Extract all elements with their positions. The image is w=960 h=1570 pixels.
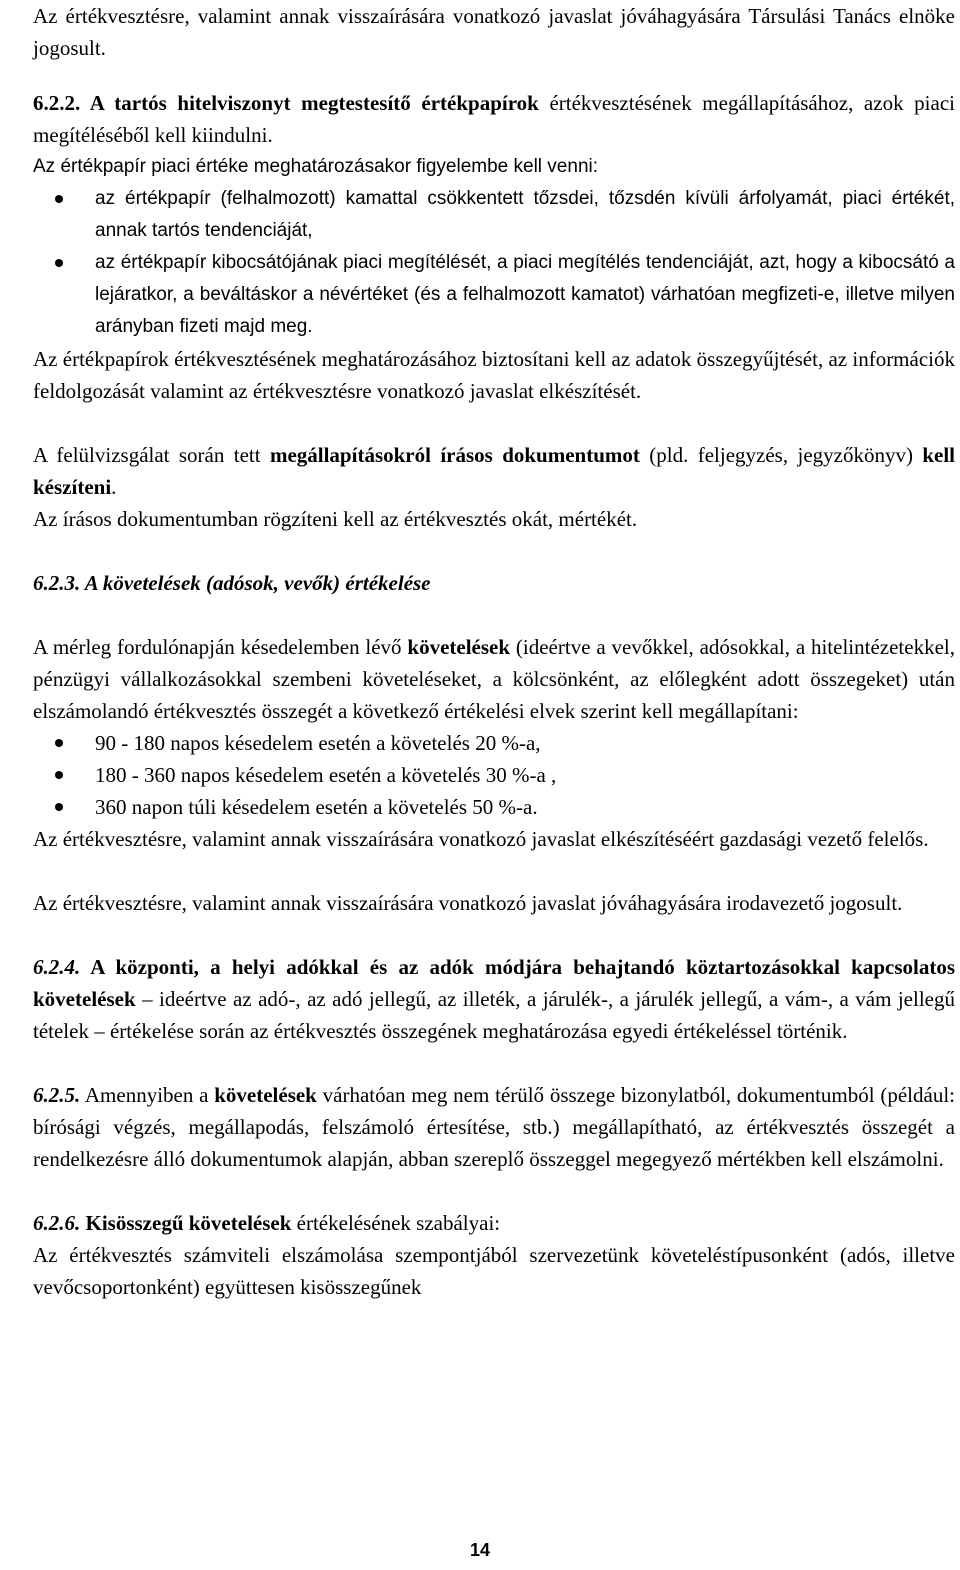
paragraph-approval-office: Az értékvesztésre, valamint annak visszaírására vonatkozó javaslat jóváhagyására irodavezető jogosult. xyxy=(33,891,903,915)
document-page xyxy=(33,0,955,1303)
list-item: az értékpapír (felhalmozott) kamattal csökkentett tőzsdei, tőzsdén kívüli árfolyamát, piaci értékét, annak tartós tendenciáját, xyxy=(33,183,955,247)
list-item: 90 - 180 napos késedelem esetén a követelés 20 %-a, xyxy=(33,727,955,759)
bullet-icon xyxy=(55,803,63,811)
section-number: 6.2.2. xyxy=(33,91,81,115)
bullet-list-securities xyxy=(33,183,955,343)
section-number: 6.2.6. xyxy=(33,1211,81,1235)
section-text: értékvesztésének megállapításához, azok piaci megítéléséből kell kiindulni. xyxy=(33,91,955,147)
section-6-2-6: 6.2.6. Kisösszegű követelések értékelésének szabályai: xyxy=(33,1211,501,1235)
paragraph-review: A felülvizsgálat során tett megállapításokról írásos dokumentumot (pld. feljegyzés, jegyzőkönyv) kell készíteni. xyxy=(33,443,955,499)
list-item: 360 napon túli késedelem esetén a követelés 50 %-a. xyxy=(33,791,955,823)
bullet-icon xyxy=(55,771,63,779)
section-6-2-4: 6.2.4. A központi, a helyi adókkal és az adók módjára behajtandó köztartozásokkal kapcsolatos követelések – ideértve az adó-, az adó jellegű, az illeték, a járulék-, a járulék jellegű, a vám-, a vám jellegű tételek – értékelése során az értékvesztés összegének meghatározása egyedi értékeléssel történik. xyxy=(33,955,955,1043)
paragraph-written-document: Az írásos dokumentumban rögzíteni kell az értékvesztés okát, mértékét. xyxy=(33,507,638,531)
section-number: 6.2.5. xyxy=(33,1083,81,1107)
page-number: 14 xyxy=(469,1540,491,1560)
paragraph-consider: Az értékpapír piaci értéke meghatározásakor figyelembe kell venni: xyxy=(33,156,599,177)
bullet-list-delay xyxy=(33,727,955,823)
section-number: 6.2.4. xyxy=(33,955,81,979)
paragraph-approval-council: Az értékvesztésre, valamint annak visszaírására vonatkozó javaslat jóváhagyására Társulási Tanács elnöke jogosult. xyxy=(33,4,955,60)
paragraph-receivables: A mérleg fordulónapján késedelemben lévő követelések (ideértve a vevőkkel, adósokkal, a hitelintézetekkel, pénzügyi vállalkozásokkal szembeni követeléseket, a kölcsönként, az előlegként adott összegeket) után elszámolandó értékvesztés összegét a következő értékelési elvek szerint kell megállapítani: xyxy=(33,635,955,723)
list-item: 180 - 360 napos késedelem esetén a követelés 30 %-a , xyxy=(33,759,955,791)
paragraph-securities-data: Az értékpapírok értékvesztésének meghatározásához biztosítani kell az adatok összegyűjtését, az információk feldolgozását valamint az értékvesztésre vonatkozó javaslat elkészítését. xyxy=(33,347,955,403)
section-bold-title: A tartós hitelviszonyt megtestesítő értékpapírok xyxy=(80,91,539,115)
bullet-icon xyxy=(55,195,63,203)
paragraph-responsible: Az értékvesztésre, valamint annak visszaírására vonatkozó javaslat elkészítéséért gazdasági vezető felelős. xyxy=(33,827,929,851)
paragraph-small-receivables: Az értékvesztés számviteli elszámolása szempontjából szervezetünk követeléstípusonként (adós, illetve vevőcsoportonként) együttesen kisösszegűnek xyxy=(33,1243,955,1299)
bullet-icon xyxy=(55,259,63,267)
section-6-2-2 xyxy=(33,87,955,151)
section-heading-6-2-3: 6.2.3. A követelések (adósok, vevők) értékelése xyxy=(33,571,431,595)
bullet-icon xyxy=(55,739,63,747)
section-6-2-5: 6.2.5. Amennyiben a követelések várhatóan meg nem térülő összege bizonylatból, dokumentumból (például: bírósági végzés, megállapodás, felszámoló értesítése, stb.) megállapítható, az értékvesztés összegét a rendelkezésre álló dokumentumok alapján, abban szereplő összeggel megegyező mértékben kell elszámolni. xyxy=(33,1083,955,1171)
list-item: az értékpapír kibocsátójának piaci megítélését, a piaci megítélés tendenciáját, azt, hogy a kibocsátó a lejáratkor, a beváltáskor a névértéket (és a felhalmozott kamatot) várhatóan megfizeti-e, illetve milyen arányban fizeti majd meg. xyxy=(33,247,955,343)
